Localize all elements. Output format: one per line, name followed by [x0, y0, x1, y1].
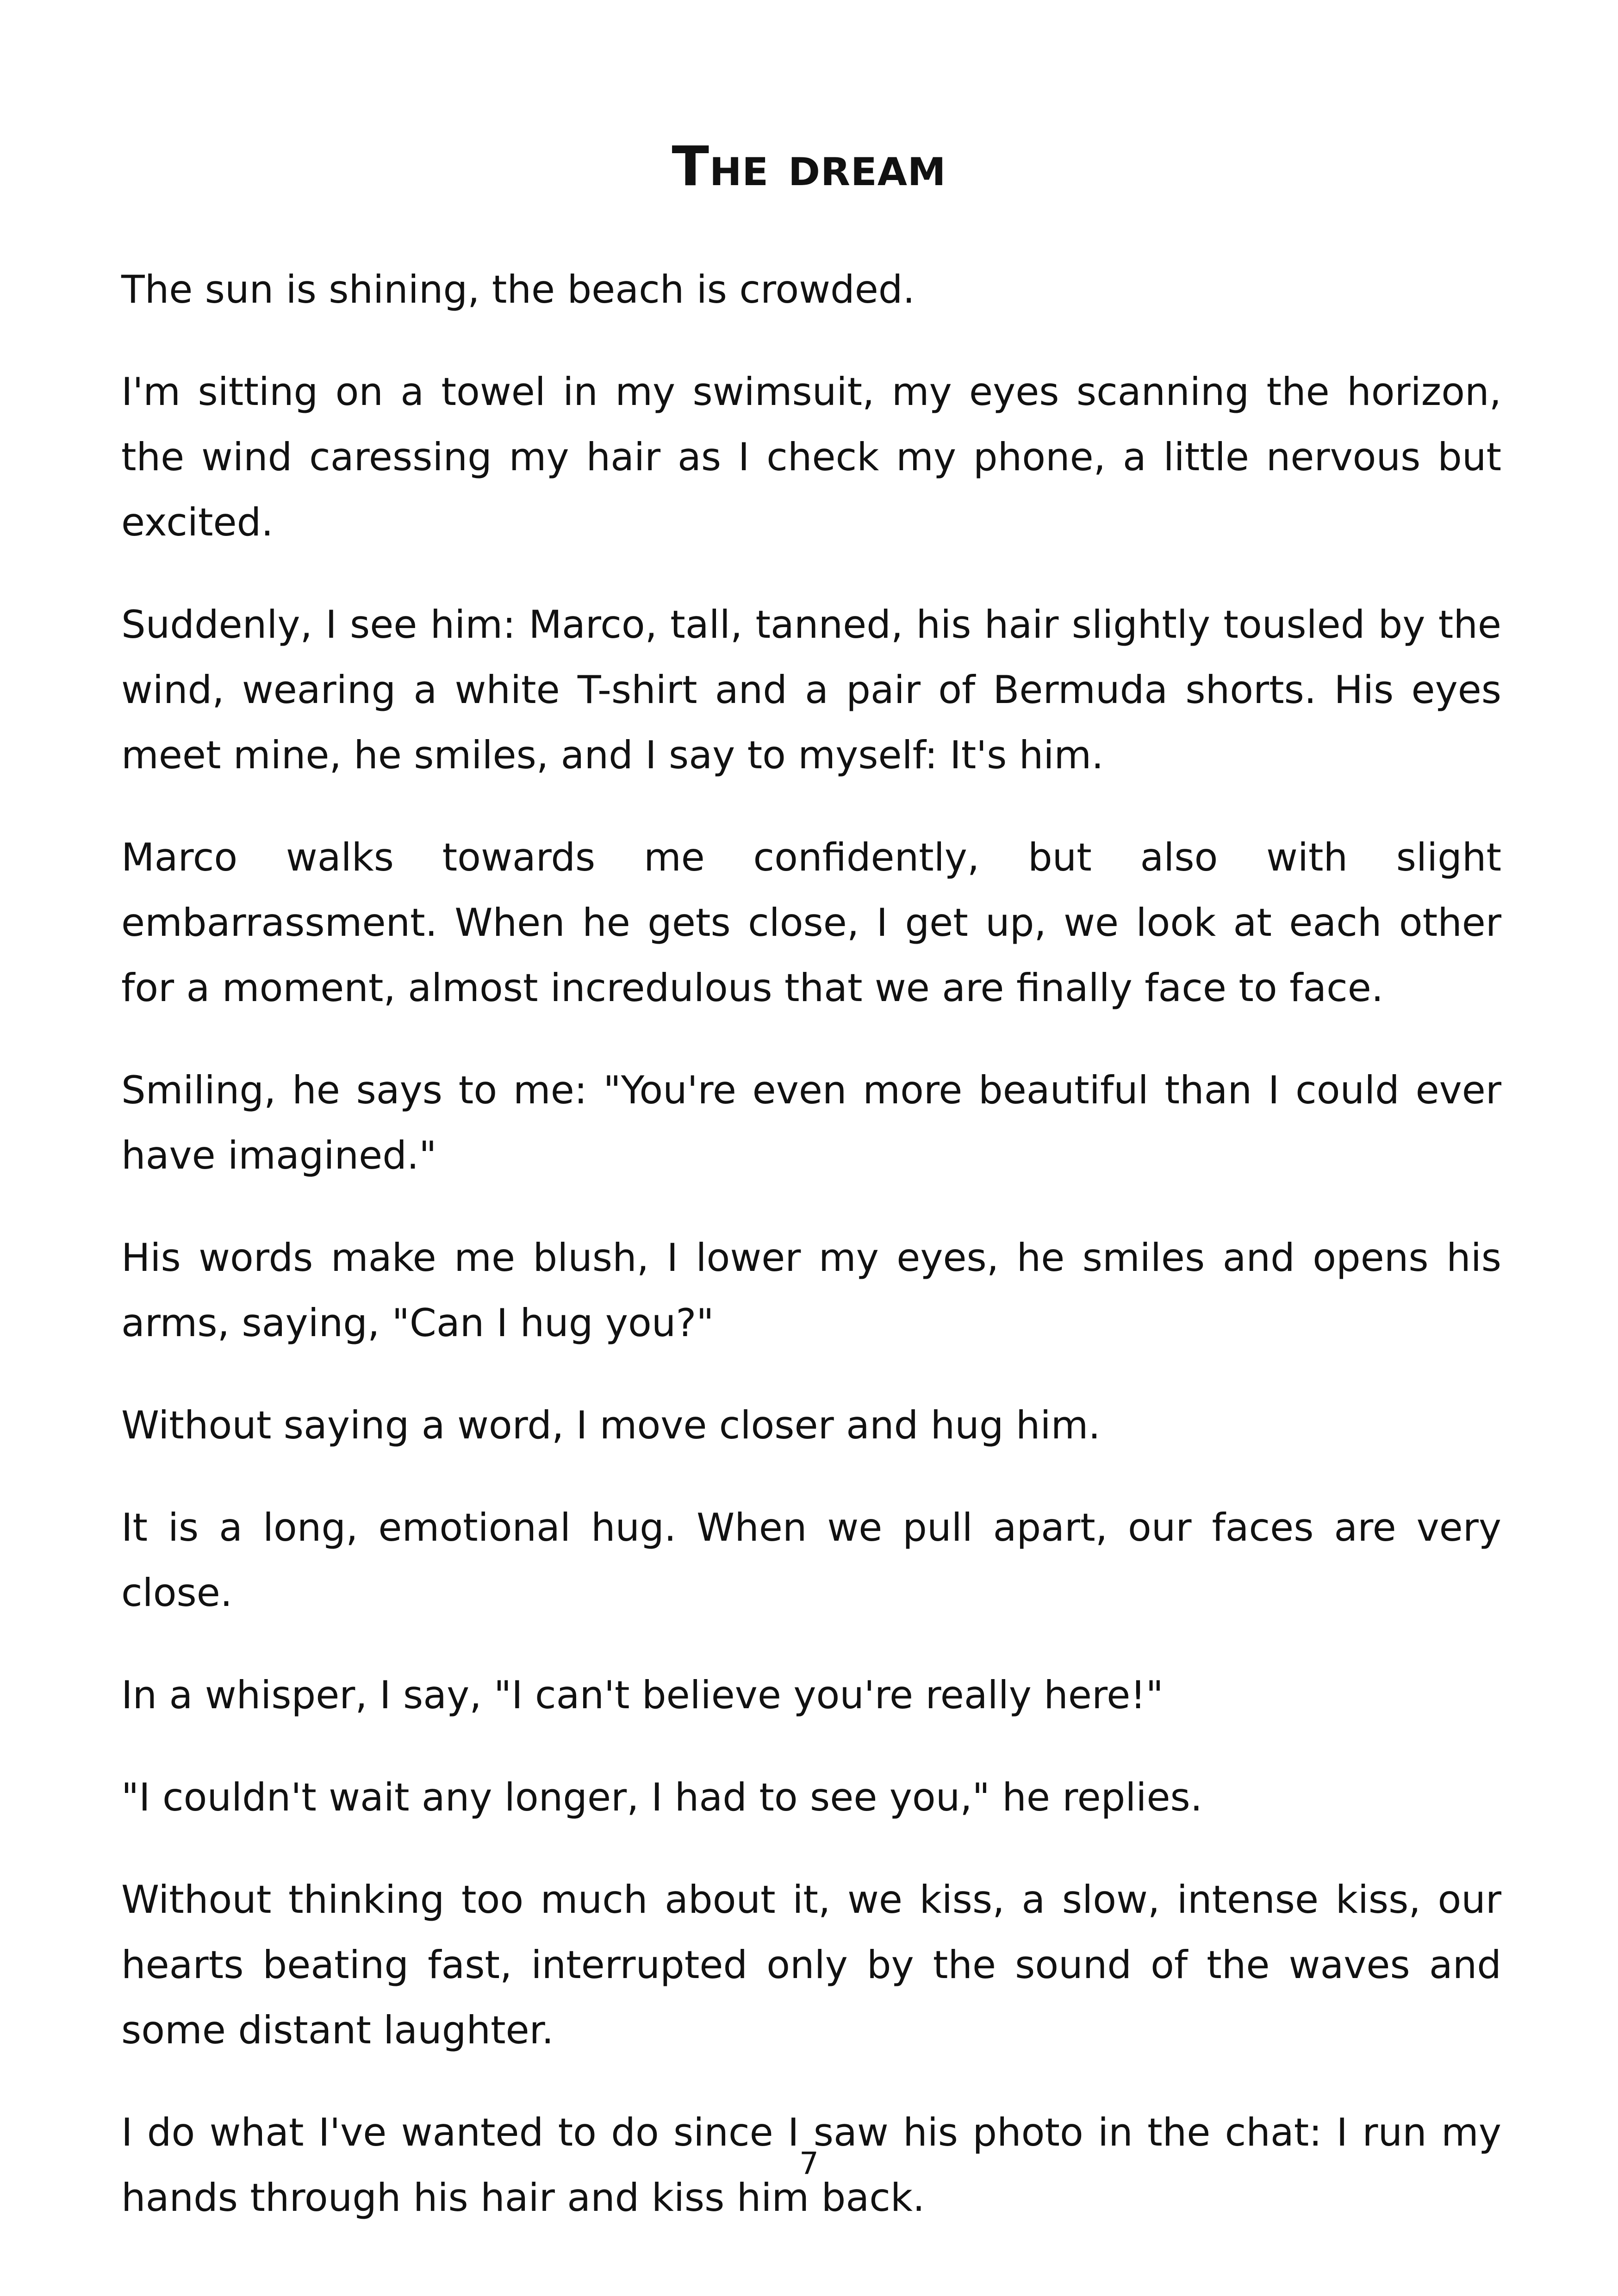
- chapter-body: [121, 257, 1501, 2267]
- paragraph: His words make me blush, I lower my eyes, he smiles and opens his arms, saying, "Can I hug you?": [121, 1235, 1501, 1345]
- paragraph: In a whisper, I say, "I can't believe you're really here!": [121, 1673, 1164, 1717]
- chapter-title: The dream: [672, 134, 946, 199]
- paragraph: Without thinking too much about it, we kiss, a slow, intense kiss, our hearts beating fast, interrupted only by the sound of the waves and some distant laughter.: [121, 1877, 1501, 2053]
- paragraph: "I couldn't wait any longer, I had to see you," he replies.: [121, 1775, 1203, 1820]
- paragraph: I do what I've wanted to do since I saw his photo in the chat: I run my hands through his hair and kiss him back.: [121, 2110, 1501, 2220]
- paragraph: The sun is shining, the beach is crowded.: [121, 267, 915, 312]
- paragraph: Suddenly, I see him: Marco, tall, tanned, his hair slightly tousled by the wind, wearing a white T-shirt and a pair of Bermuda shorts. His eyes meet mine, he smiles, and I say to myself: It's him.: [121, 602, 1501, 778]
- paragraph: Without saying a word, I move closer and hug him.: [121, 1403, 1101, 1448]
- paragraph: It is a long, emotional hug. When we pull apart, our faces are very close.: [121, 1505, 1501, 1615]
- paragraph: Marco walks towards me confidently, but also with slight embarrassment. When he gets close, I get up, we look at each other for a moment, almost incredulous that we are finally face to face.: [121, 835, 1501, 1010]
- paragraph: I'm sitting on a towel in my swimsuit, my eyes scanning the horizon, the wind caressing my hair as I check my phone, a little nervous but excited.: [121, 369, 1501, 545]
- paragraph: Smiling, he says to me: "You're even more beautiful than I could ever have imagined.": [121, 1068, 1501, 1178]
- page-number: 7: [799, 2146, 819, 2181]
